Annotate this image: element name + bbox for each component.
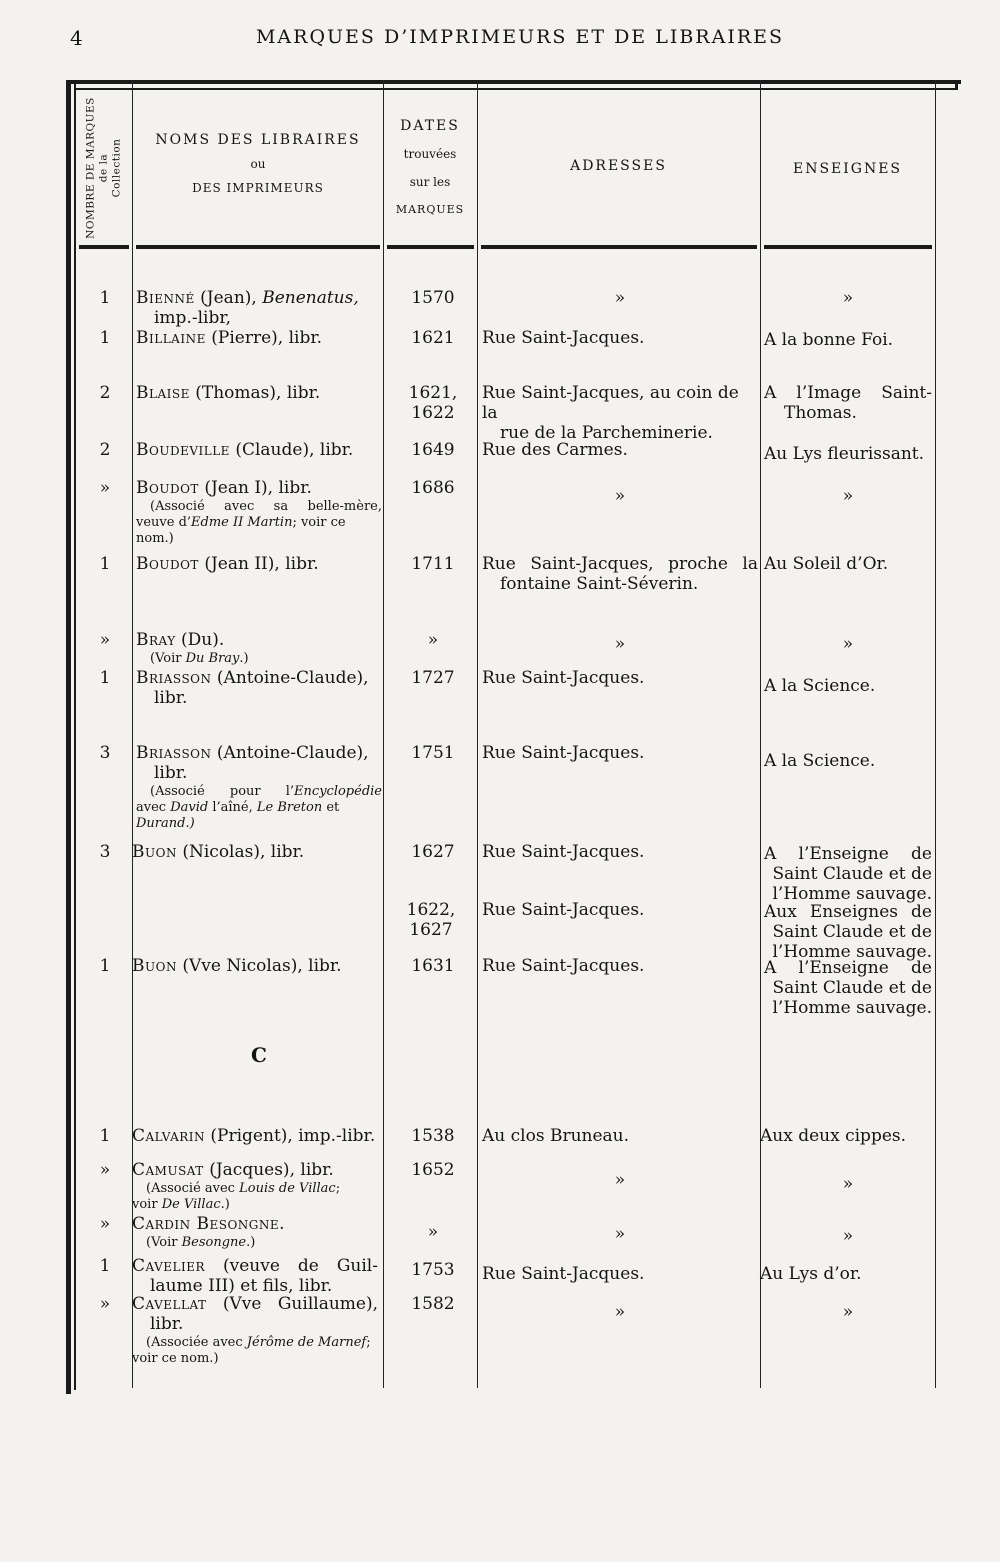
name-surname: Boudot [136,478,199,498]
name-rest: (Jean), [194,288,263,308]
name-line-2: libr. [150,1314,184,1334]
row-count: » [99,478,111,498]
row-name [136,288,382,328]
header-rule [481,245,757,249]
column-header-address: ADRESSES [570,158,667,174]
sign-line: l’Homme sauvage. [772,942,932,962]
row-sign: » [842,1302,854,1322]
row-date: 1751 [411,743,455,763]
name-surname: Boudot [136,554,199,574]
row-date: 1686 [411,478,455,498]
name-line-2: imp.-libr, [154,308,232,328]
row-name [132,1256,378,1296]
note-line: (Associée avec Jérôme de Marnef; [146,1335,371,1350]
column-rule [760,80,761,1388]
note-line: (Associé avec sa belle-mère, [150,499,382,514]
name-note [132,1181,378,1213]
name-surname: Cardin Besongne. [132,1214,286,1234]
running-title: MARQUES D’IMPRIMEURS ET DE LIBRAIRES [255,26,785,48]
row-name [136,554,382,574]
name-rest: (veuve de Guil- [205,1256,378,1276]
sign-line: Aux Enseignes de [764,902,932,922]
row-count: 1 [99,288,111,308]
row-count: 1 [99,554,111,574]
row-address: Rue Saint-Jacques. [482,668,645,688]
row-address: » [614,1170,626,1190]
name-rest: (Antoine-Claude), [211,743,369,763]
row-address: » [614,1224,626,1244]
row-sign [764,844,932,904]
row-sign: Aux deux cippes. [760,1126,907,1146]
row-sign [764,902,932,962]
row-address: Rue Saint-Jacques. [482,842,645,862]
name-rest: (Vve Nicolas), libr. [176,956,342,976]
row-count: 1 [99,668,111,688]
row-name [132,956,378,976]
row-address: Rue Saint-Jacques. [482,1264,645,1284]
name-line-2: libr. [154,688,188,708]
table-right-border [955,80,958,90]
address-line: Rue Saint-Jacques, proche la [482,554,758,574]
sign-line: A l’Image Saint- [764,383,932,403]
column-header-dates-line: trouvées [403,147,457,161]
column-header-dates-line: sur les [409,175,451,189]
row-date: 1538 [411,1126,455,1146]
column-header-count-line: Collection [110,138,123,197]
name-note [136,784,382,832]
row-address [482,383,758,443]
header-rule [764,245,932,249]
row-date: 1622, 1627 [406,900,456,940]
address-line: fontaine Saint-Séverin. [500,574,699,594]
row-name [136,743,382,832]
column-header-count-line: NOMBRE DE MARQUES [84,96,97,239]
column-header-names-line: DES IMPRIMEURS [192,181,324,195]
row-count: 1 [99,328,111,348]
name-surname: Bienné [136,288,195,308]
name-surname: Bray [136,630,176,650]
name-surname: Briasson [136,743,212,763]
sign-line: l’Homme sauvage. [772,884,932,904]
name-surname: Camusat [132,1160,204,1180]
row-count: 2 [99,383,111,403]
row-name [136,478,382,547]
name-rest: (Nicolas), libr. [176,842,305,862]
name-line-2: laume III) et fils, libr. [150,1276,333,1296]
column-header-count-line: de la [97,153,110,182]
name-surname: Calvarin [132,1126,206,1146]
note-line: veuve d’Edme II Martin; voir ce [136,515,346,530]
row-sign: » [842,486,854,506]
row-address: Rue Saint-Jacques. [482,328,645,348]
note-line: (Associé pour l’Encyclopédie [150,784,382,799]
row-name [132,1126,384,1146]
sign-line: Thomas. [784,403,857,423]
row-count: 2 [99,440,111,460]
name-surname: Buon [132,842,177,862]
row-sign: Au Lys d’or. [760,1264,862,1284]
note-line: (Associé avec Louis de Villac; [146,1181,341,1196]
name-surname: Briasson [136,668,212,688]
row-date: » [427,630,439,650]
row-date: 1652 [411,1160,455,1180]
column-rule [477,80,478,1388]
name-note [136,499,382,547]
column-header-dates-line: MARQUES [395,203,465,216]
row-date: 1753 [411,1260,455,1280]
note-line: Durand.) [136,816,195,831]
name-surname: Billaine [136,328,206,348]
row-count: 1 [99,956,111,976]
note-line: nom.) [136,531,174,546]
sign-line: A l’Enseigne de [764,958,932,978]
column-header-dates-line: DATES [400,118,460,134]
table-top-rule [74,88,956,90]
column-header-sign: ENSEIGNES [792,161,903,177]
row-date: 1711 [411,554,455,574]
row-count: 3 [99,842,111,862]
row-sign: » [842,634,854,654]
row-date: 1570 [411,288,455,308]
name-rest: (Du). [175,630,225,650]
row-name [132,1294,378,1367]
name-surname: Blaise [136,383,190,403]
row-sign: Au Lys fleurissant. [764,444,925,464]
name-rest: (Jacques), libr. [203,1160,334,1180]
row-date: 1649 [411,440,455,460]
row-sign: A la Science. [764,751,876,771]
name-rest: (Prigent), imp.-libr. [205,1126,376,1146]
header-rule [387,245,474,249]
name-rest: (Pierre), libr. [205,328,322,348]
row-name [132,842,378,862]
row-count: » [99,1214,111,1234]
row-name [136,383,382,403]
row-sign: » [842,1174,854,1194]
name-surname: Buon [132,956,177,976]
column-header-dates [383,112,477,224]
row-address: » [614,486,626,506]
section-letter: C [251,1043,267,1067]
sign-line: Saint Claude et de [772,978,932,998]
row-name [132,1160,378,1213]
row-name [136,328,382,348]
row-address: Rue des Carmes. [482,440,628,460]
row-date: 1631 [411,956,455,976]
column-rule [935,80,936,1388]
row-sign: » [842,288,854,308]
note-line: voir De Villac.) [132,1197,230,1212]
sign-line: Saint Claude et de [772,864,932,884]
row-address: » [614,288,626,308]
note-line: voir ce nom.) [132,1351,219,1366]
column-header-names-line: NOMS DES LIBRAIRES [155,132,361,148]
row-name [132,1214,378,1251]
row-name [136,440,382,460]
name-rest: (Thomas), libr. [189,383,321,403]
row-address: Rue Saint-Jacques. [482,900,645,920]
address-line: Rue Saint-Jacques, au coin de la [482,383,739,423]
name-latin: Benenatus, [262,288,359,308]
row-sign: Au Soleil d’Or. [764,554,889,574]
name-surname: Cavellat [132,1294,207,1314]
row-sign [764,958,932,1018]
name-surname: Boudeville [136,440,230,460]
sign-line: l’Homme sauvage. [772,998,932,1018]
row-address: Rue Saint-Jacques. [482,956,645,976]
name-rest: (Claude), libr. [229,440,354,460]
row-count: 3 [99,743,111,763]
row-address: Rue Saint-Jacques. [482,743,645,763]
row-count: » [99,630,111,650]
address-line: rue de la Parcheminerie. [500,423,713,443]
row-date: 1621, 1622 [408,383,458,423]
name-note: (Voir Besongne.) [146,1235,256,1250]
name-surname: Cavelier [132,1256,206,1276]
row-date: » [427,1222,439,1242]
name-rest: (Jean I), libr. [198,478,312,498]
page-number: 4 [70,26,83,50]
row-address [482,554,758,594]
header-rule [136,245,380,249]
table-inner-border [74,80,76,1390]
row-sign: A la Science. [764,676,876,696]
header-rule [79,245,129,249]
row-count: » [99,1160,111,1180]
row-address: Au clos Bruneau. [482,1126,630,1146]
row-date: 1627 [411,842,455,862]
row-address: » [614,1302,626,1322]
note-line: avec David l’aîné, Le Breton et [136,800,340,815]
row-count: » [99,1294,111,1314]
sign-line: Saint Claude et de [772,922,932,942]
row-name [136,668,382,708]
row-date: 1582 [411,1294,455,1314]
row-count: 1 [99,1256,111,1276]
row-sign [764,383,932,423]
row-sign: » [842,1226,854,1246]
name-rest: (Vve Guillaume), [206,1294,378,1314]
column-header-count [79,95,129,240]
row-sign: A la bonne Foi. [764,330,894,350]
name-note [132,1335,378,1367]
row-date: 1621 [411,328,455,348]
row-name [136,630,382,667]
column-header-names [136,128,380,200]
name-rest: (Jean II), libr. [198,554,319,574]
row-date: 1727 [411,668,455,688]
row-address: » [614,634,626,654]
row-count: 1 [99,1126,111,1146]
name-line-2: libr. [154,763,188,783]
column-rule [383,80,384,1388]
sign-line: A l’Enseigne de [764,844,932,864]
column-header-names-line: ou [250,157,266,171]
name-rest: (Antoine-Claude), [211,668,369,688]
name-note: (Voir Du Bray.) [150,651,249,666]
